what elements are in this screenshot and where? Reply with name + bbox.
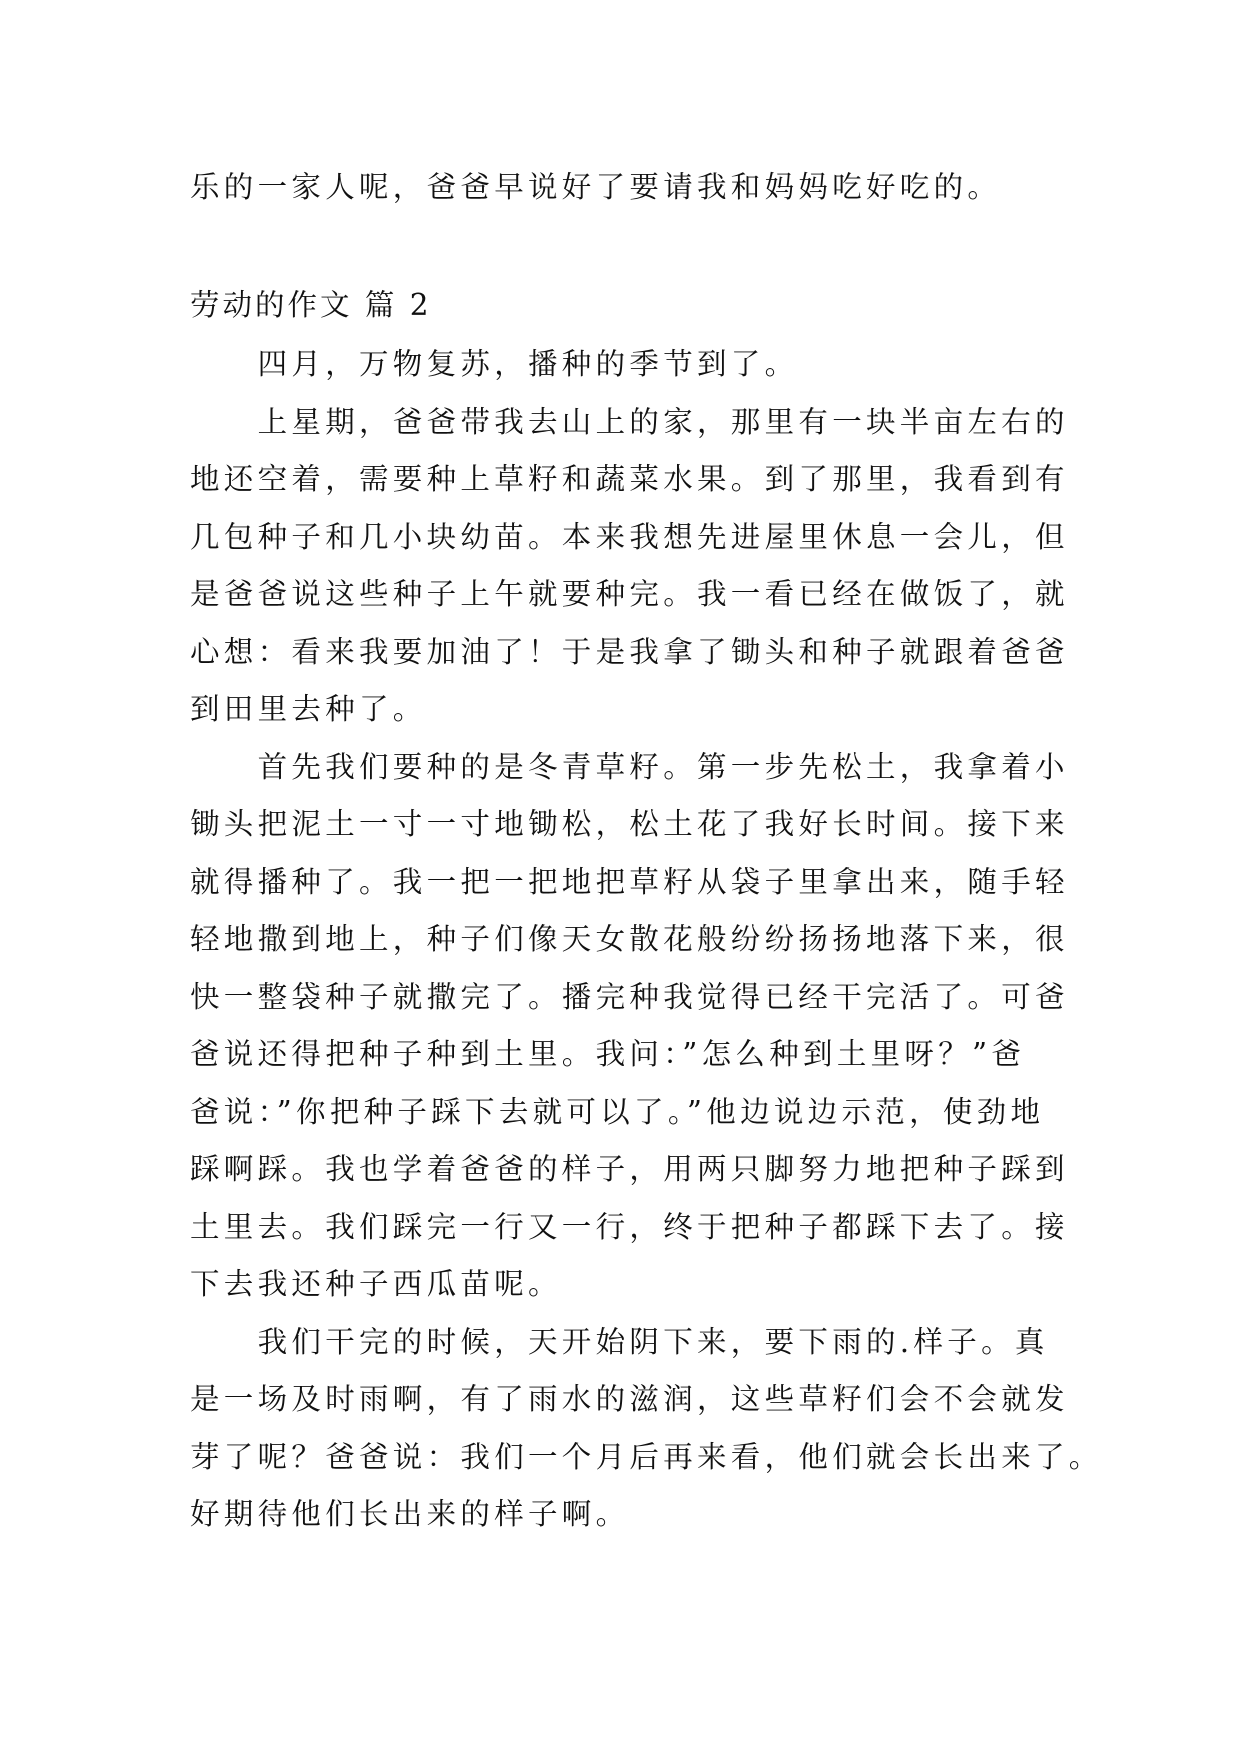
text-line: 首先我们要种的是冬青草籽。第一步先松土，我拿着小 <box>190 749 1069 784</box>
text-line: 地还空着，需要种上草籽和蔬菜水果。到了那里，我看到有 <box>190 462 1069 496</box>
text-line: 上星期，爸爸带我去山上的家，那里有一块半亩左右的 <box>190 404 1069 439</box>
text-line: 心想：看来我要加油了！于是我拿了锄头和种子就跟着爸爸 <box>190 634 1069 669</box>
previous-section-tail <box>190 159 1058 217</box>
paragraph <box>190 336 1058 394</box>
section-heading: 劳动的作文 篇 2 <box>190 288 432 322</box>
text-line: 乐的一家人呢，爸爸早说好了要请我和妈妈吃好吃的。 <box>190 170 1002 204</box>
text-line: 几包种子和几小块幼苗。本来我想先进屋里休息一会儿，但 <box>190 519 1069 554</box>
text-line: 轻地撒到地上，种子们像天女散花般纷纷扬扬地落下来，很 <box>190 922 1069 956</box>
text-line: 我们干完的时候，天开始阴下来，要下雨的.样子。真 <box>190 1324 1049 1359</box>
text-line: 好期待他们长出来的样子啊。 <box>190 1497 630 1531</box>
text-line: 土里去。我们踩完一行又一行，终于把种子都踩下去了。接 <box>190 1209 1069 1244</box>
text-line: 是爸爸说这些种子上午就要种完。我一看已经在做饭了，就 <box>190 577 1069 611</box>
text-line: 就得播种了。我一把一把地把草籽从袋子里拿出来，随手轻 <box>190 864 1069 899</box>
section-body <box>190 336 1103 1544</box>
text-line: 到田里去种了。 <box>190 692 427 726</box>
text-line: 爸说：”你把种子踩下去就可以了。”他边说边示范，使劲地 <box>190 1094 1045 1129</box>
text-line: 是一场及时雨啊，有了雨水的滋润，这些草籽们会不会就发 <box>190 1382 1069 1416</box>
text-line: 锄头把泥土一寸一寸地锄松，松土花了我好长时间。接下来 <box>190 807 1069 841</box>
paragraph <box>190 1314 1103 1544</box>
paragraph <box>190 394 1069 739</box>
text-line: 芽了呢？爸爸说：我们一个月后再来看，他们就会长出来了。 <box>190 1439 1103 1474</box>
paragraph <box>190 739 1069 1314</box>
text-line: 四月，万物复苏，播种的季节到了。 <box>190 347 799 381</box>
text-line: 快一整袋种子就撒完了。播完种我觉得已经干完活了。可爸 <box>190 979 1069 1014</box>
text-line: 下去我还种子西瓜苗呢。 <box>190 1267 562 1301</box>
text-line: 爸说还得把种子种到土里。我问：”怎么种到土里呀？”爸 <box>190 1037 1026 1071</box>
text-line: 踩啊踩。我也学着爸爸的样子，用两只脚努力地把种子踩到 <box>190 1152 1069 1186</box>
